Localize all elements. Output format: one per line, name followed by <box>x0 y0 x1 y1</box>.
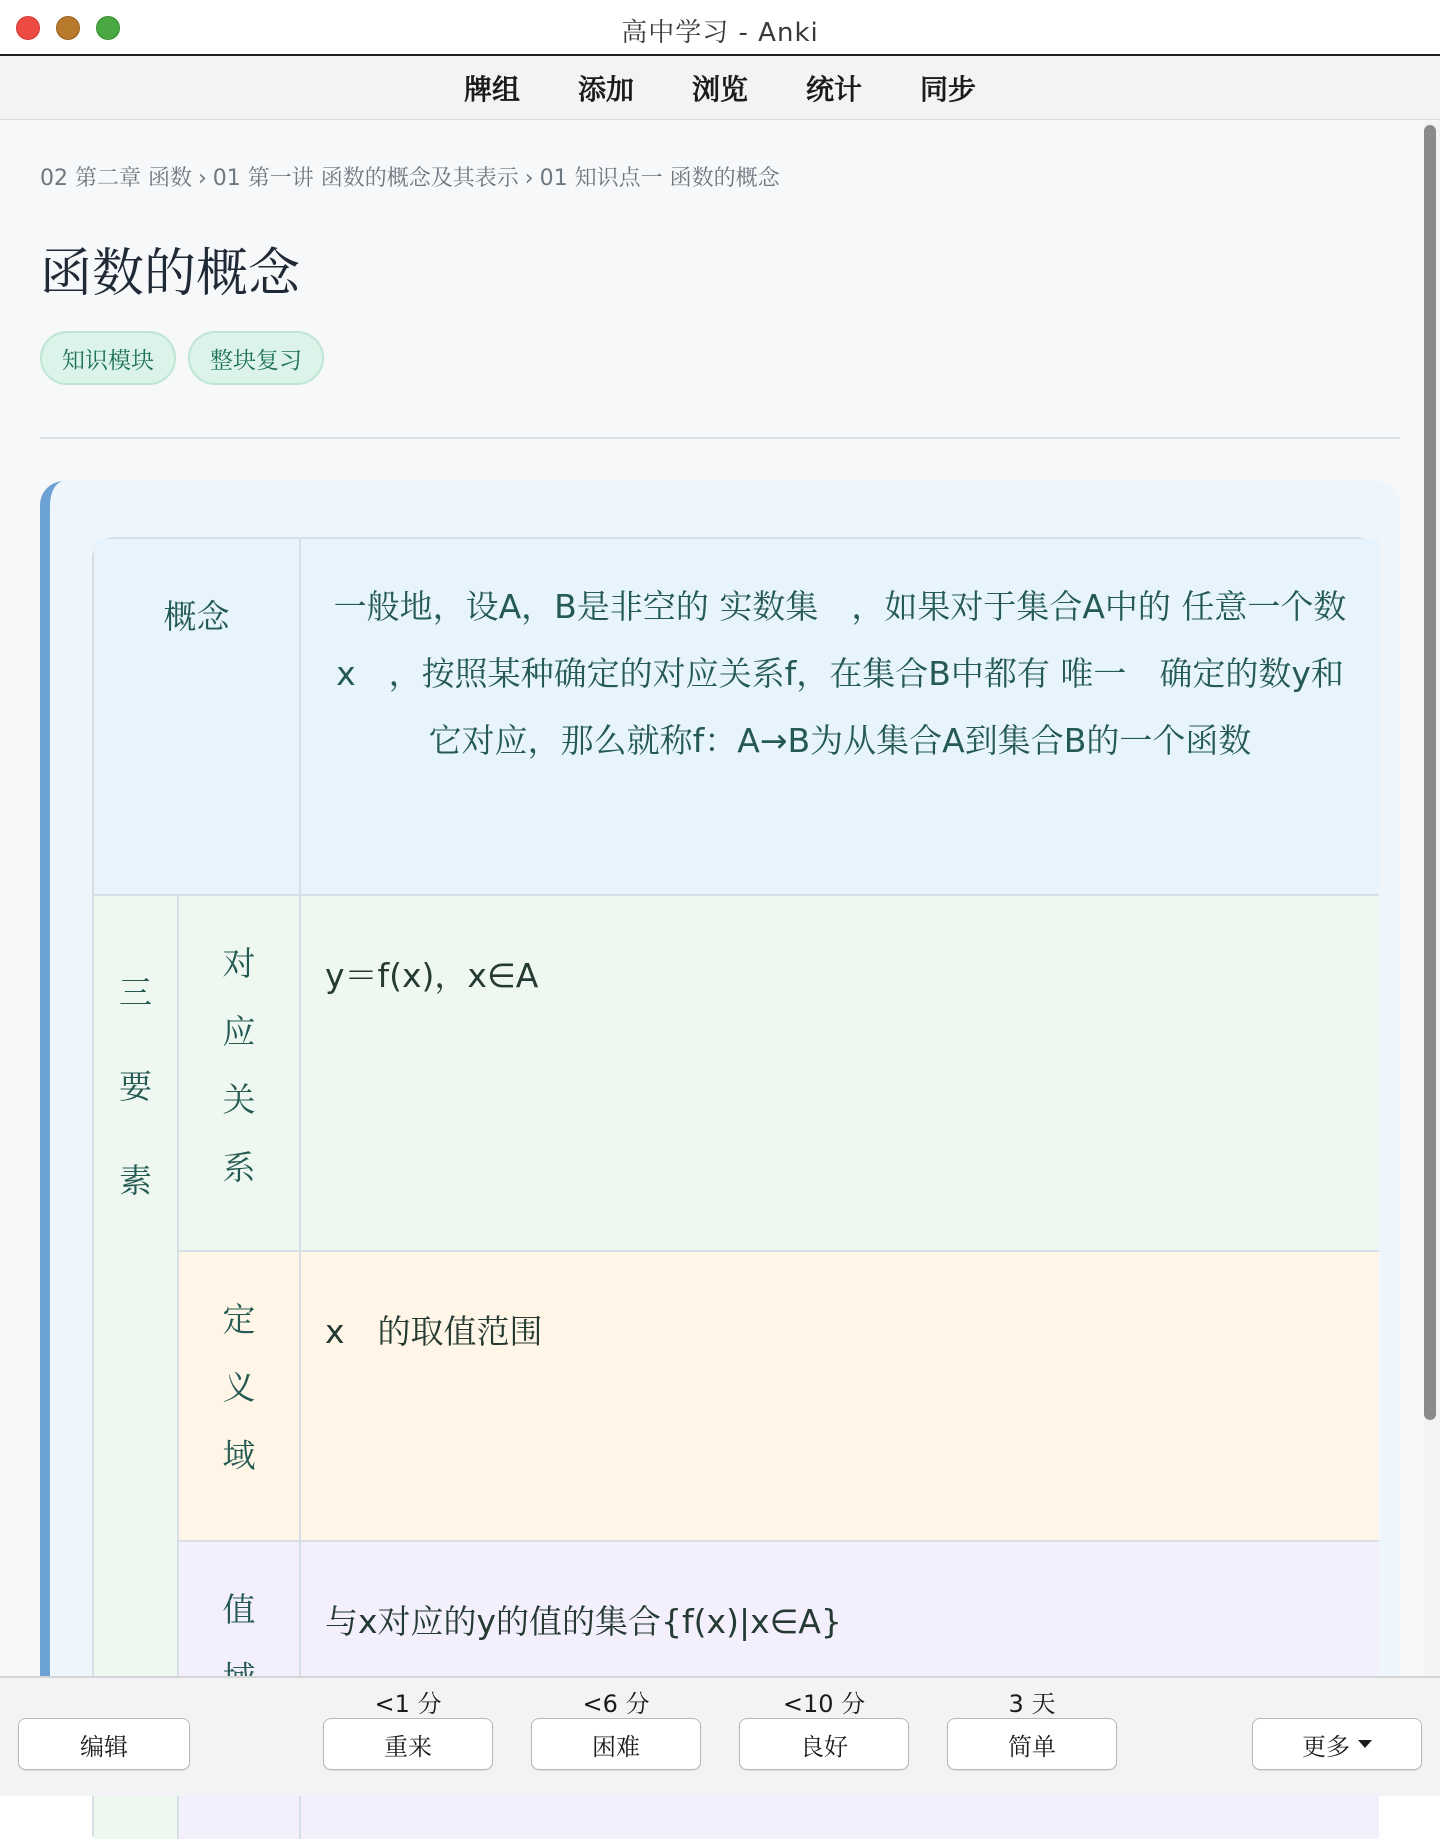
card-title: 函数的概念 <box>40 244 301 304</box>
again-interval: <1 分 <box>374 1690 442 1718</box>
domain-label-char: 域 <box>222 1436 256 1475</box>
breadcrumb-item: 01 知识点一 函数的概念 <box>539 166 780 191</box>
menu-browse[interactable]: 浏览 <box>691 72 748 106</box>
breadcrumb-separator: › <box>197 166 207 191</box>
menu-stats[interactable]: 统计 <box>806 72 863 106</box>
menu-sync[interactable]: 同步 <box>920 72 977 106</box>
more-button[interactable] <box>1252 1718 1422 1770</box>
scrollbar-thumb[interactable] <box>1424 125 1436 1420</box>
domain-text: x 的取值范围 <box>301 1252 1379 1542</box>
menu-decks[interactable]: 牌组 <box>463 72 520 106</box>
hard-interval: <6 分 <box>582 1690 650 1718</box>
three-elements-char: 要 <box>119 1067 152 1106</box>
chevron-down-icon <box>1358 1740 1372 1748</box>
breadcrumb-item: 02 第二章 函数 <box>40 166 192 191</box>
again-button[interactable]: 重来 <box>323 1718 493 1770</box>
easy-button[interactable]: 简单 <box>947 1718 1117 1770</box>
domain-label-char: 义 <box>222 1368 256 1407</box>
review-bottom-bar <box>0 1676 1440 1796</box>
hard-button[interactable]: 困难 <box>531 1718 701 1770</box>
concept-text: 一般地，设A，B是非空的 实数集 ，如果对于集合A中的 任意一个数x ，按照某种确定的对应关系f，在集合B中都有 唯一 确定的数y和它对应，那么就称f：A→B为从集合A到集合B的一个函数 <box>301 539 1379 896</box>
mapping-label-char: 系 <box>222 1148 256 1187</box>
concept-table <box>92 537 1377 1837</box>
mapping-label <box>179 896 301 1252</box>
mapping-label-char: 应 <box>222 1012 256 1051</box>
title-bar <box>0 0 1440 56</box>
top-menu <box>0 56 1440 120</box>
tag-list <box>40 331 324 385</box>
good-button[interactable]: 良好 <box>739 1718 909 1770</box>
domain-label-char: 定 <box>222 1300 256 1339</box>
easy-interval: 3 天 <box>1008 1690 1056 1718</box>
breadcrumb-item: 01 第一讲 函数的概念及其表示 <box>212 166 519 191</box>
three-elements-char: 三 <box>119 973 152 1012</box>
more-button-label: 更多 <box>1302 1732 1350 1761</box>
edit-button[interactable]: 编辑 <box>18 1718 190 1770</box>
mapping-text: y＝f(x)，x∈A <box>301 896 1379 1252</box>
mapping-label-char: 关 <box>222 1080 256 1119</box>
three-elements-char: 素 <box>119 1161 152 1200</box>
range-text: 与x对应的y的值的集合{f(x)|x∈A} <box>301 1542 1379 1839</box>
breadcrumb <box>40 161 780 192</box>
range-label-char: 值 <box>222 1590 256 1629</box>
knowledge-card <box>40 481 1400 1781</box>
breadcrumb-separator: › <box>524 166 534 191</box>
divider <box>40 437 1400 439</box>
window-title: 高中学习 - Anki <box>621 18 819 48</box>
tag-whole-review[interactable]: 整块复习 <box>188 331 324 385</box>
good-interval: <10 分 <box>782 1690 866 1718</box>
mapping-label-char: 对 <box>222 944 256 983</box>
menu-add[interactable]: 添加 <box>577 72 634 106</box>
card-content <box>0 121 1424 1676</box>
domain-label <box>179 1252 301 1542</box>
concept-label: 概念 <box>94 539 301 896</box>
tag-knowledge-module[interactable]: 知识模块 <box>40 331 176 385</box>
